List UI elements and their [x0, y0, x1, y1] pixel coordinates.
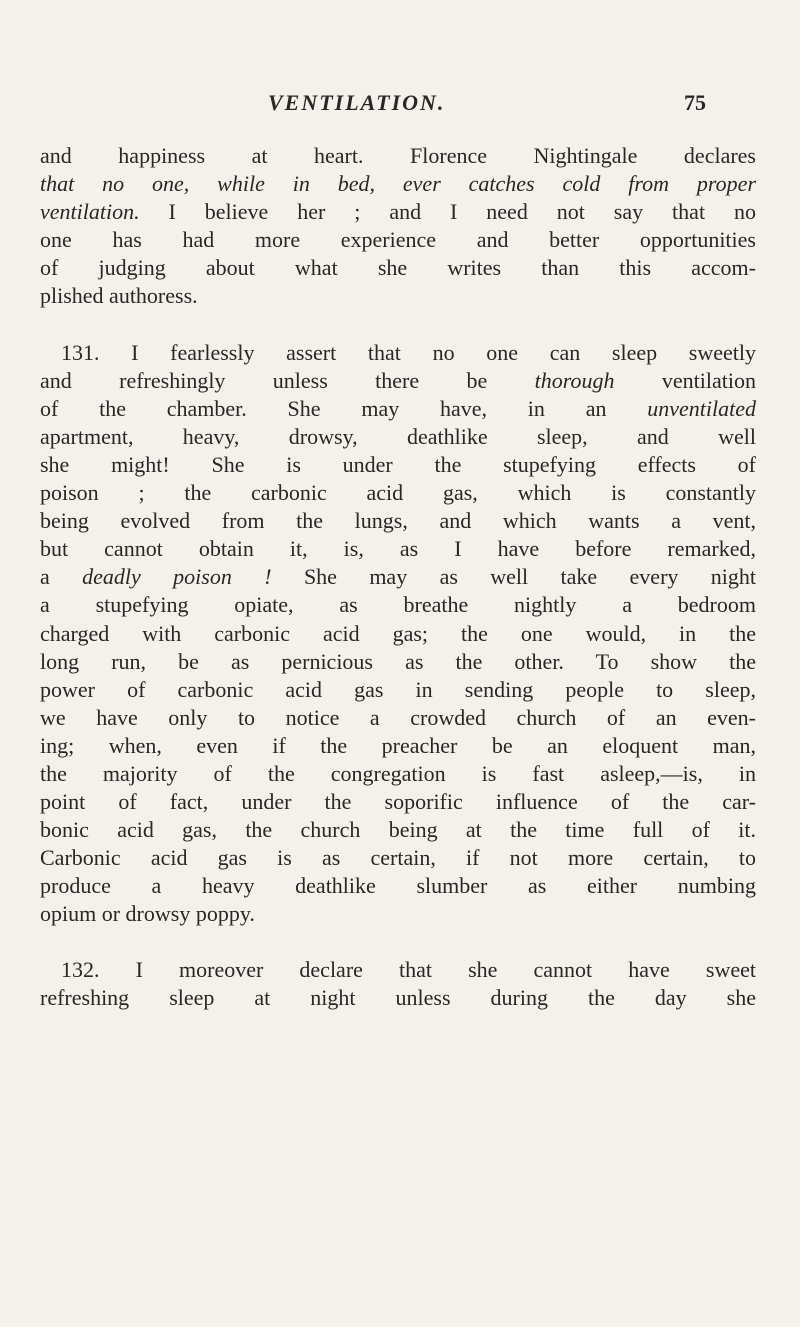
text-run: bonic acid gas, the church being at the time full of it.	[40, 817, 756, 843]
paragraph	[40, 142, 756, 311]
text-run: one has had more experience and better opportunities	[40, 227, 756, 253]
paragraph-gap	[40, 929, 756, 956]
running-title: VENTILATION.	[268, 90, 446, 115]
italic-text: deadly poison !	[82, 564, 272, 590]
text-line	[40, 648, 756, 676]
paragraph	[40, 339, 756, 929]
running-header	[0, 90, 800, 130]
text-line	[40, 226, 756, 254]
text-line	[40, 282, 756, 310]
body-text	[40, 142, 756, 1012]
text-run: plished authoress.	[40, 283, 198, 309]
text-run: a stupefying opiate, as breathe nightly a bedroom	[40, 592, 756, 618]
text-run: opium or drowsy poppy.	[40, 901, 255, 927]
text-line	[40, 170, 756, 198]
text-run: a	[40, 564, 83, 590]
text-line	[40, 816, 756, 844]
text-line	[40, 732, 756, 760]
text-line	[40, 395, 756, 423]
text-line	[40, 339, 756, 367]
text-run: power of carbonic acid gas in sending people to sleep,	[40, 676, 756, 702]
text-run: apartment, heavy, drowsy, deathlike sleep, and well	[40, 423, 756, 449]
text-line	[40, 760, 756, 788]
text-line	[40, 367, 756, 395]
text-line	[40, 900, 756, 928]
text-line	[40, 844, 756, 872]
text-line	[40, 423, 756, 451]
text-run: Carbonic acid gas is as certain, if not more certain, to	[40, 845, 756, 871]
text-line	[40, 788, 756, 816]
italic-text: ventilation.	[40, 199, 140, 225]
text-line	[40, 535, 756, 563]
italic-text: that no one, while in bed, ever catches cold from proper	[40, 171, 756, 197]
text-line	[40, 451, 756, 479]
text-run: of judging about what she writes than this accom-	[40, 255, 756, 281]
text-run: she might! She is under the stupefying effects of	[40, 451, 756, 477]
text-line	[40, 507, 756, 535]
text-run: we have only to notice a crowded church of an even-	[40, 704, 756, 730]
text-line	[40, 620, 756, 648]
text-run: charged with carbonic acid gas; the one would, in the	[40, 620, 756, 646]
text-line	[40, 254, 756, 282]
text-line	[40, 956, 756, 984]
text-run: 131. I fearlessly assert that no one can sleep sweetly	[61, 339, 756, 365]
text-run: point of fact, under the soporific influence of the car-	[40, 789, 756, 815]
page-number: 75	[684, 90, 706, 115]
text-line	[40, 479, 756, 507]
text-line	[40, 676, 756, 704]
text-line	[40, 872, 756, 900]
text-line	[40, 563, 756, 591]
text-run: and happiness at heart. Florence Nightingale declares	[40, 143, 756, 168]
text-run: poison ; the carbonic acid gas, which is constantly	[40, 480, 756, 506]
text-run: produce a heavy deathlike slumber as either numbing	[40, 873, 756, 899]
text-run: but cannot obtain it, is, as I have before remarked,	[40, 536, 756, 562]
text-run: 132. I moreover declare that she cannot have sweet	[61, 956, 756, 982]
text-run: ing; when, even if the preacher be an eloquent man,	[40, 732, 756, 758]
text-run: being evolved from the lungs, and which wants a vent,	[40, 508, 756, 534]
text-run: the majority of the congregation is fast asleep,—is, in	[40, 760, 756, 786]
italic-text: thorough	[534, 367, 615, 393]
text-run: She may as well take every night	[271, 564, 757, 590]
text-line	[40, 704, 756, 732]
text-run: long run, be as pernicious as the other. To show the	[40, 648, 756, 674]
text-run: I believe her ; and I need not say that no	[139, 199, 756, 225]
italic-text: unventilated	[647, 395, 756, 421]
text-line	[40, 984, 756, 1012]
text-run: of the chamber. She may have, in an	[40, 395, 648, 421]
paragraph-gap	[40, 311, 756, 339]
text-line	[40, 142, 756, 170]
text-run: and refreshingly unless there be	[40, 367, 535, 393]
text-line	[40, 591, 756, 619]
text-line	[40, 198, 756, 226]
paragraph	[40, 956, 756, 1012]
text-run: ventilation	[614, 367, 756, 393]
text-run: refreshing sleep at night unless during the day she	[40, 984, 756, 1010]
